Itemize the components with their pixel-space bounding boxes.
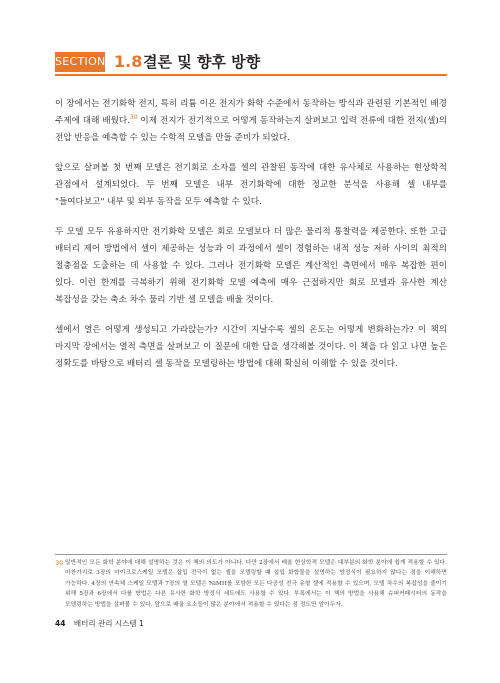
paragraph-1-after: 이제 전지가 전기적으로 어떻게 동작하는지 살펴보고 입력 전류에 대한 전지(셀)의 전압 반응을 예측할 수 있는 수학적 모델을 만들 준비가 되었다. xyxy=(55,116,447,143)
paragraph-4: 셀에서 열은 어떻게 생성되고 가라앉는가? 시간이 지날수록 셀의 온도는 어떻게 변화하는가? 이 책의 마지막 장에서는 열적 측면을 살펴보고 이 질문에 대한 답을 생각해볼 것이다. 이 책을 다 읽고 나면 높은 정확도를 바탕으로 배터리 셀 동작을 모델링하는 방법에 대해 확실히 이해할 수 있을 것이다. xyxy=(55,325,447,369)
footnote xyxy=(55,558,447,610)
footnote-text: 일반적인 모든 화학 분야에 대해 설명하는 것은 이 책의 의도가 아니다. 다만 2장에서 배울 현상학적 모델은 대부분의 화학 분야에 쉽게 적용할 수 있다. 마찬가지로 3장의 마이크로스케일 모델은 삽입 전극이 없는 셀을 모델링할 때 삽입 화합물을 설명하는 방정식이 필요하지 않다는 점을 이해하면 가능하다. 4장의 연속체 스케일 모델과 7장의 열 모델은 NiMH를 포함한 모든 다공성 전극 유형 셀에 적용할 수 있으며, 모델 차수의 복잡성을 줄이기 위해 5장과 6장에서 다룰 방법은 다른 유사한 화학 방정식 세트에도 사용할 수 있다. 부록에서는 이 책의 방법을 사용해 슈퍼커패시터의 동작을 모델링하는 방법을 살펴볼 수 있다. 앞으로 배울 요소들이 많은 분야에서 적용할 수 있다는 점 정도만 알아두자. xyxy=(65,560,447,608)
section-header xyxy=(55,50,447,76)
paragraph-2: 앞으로 살펴볼 첫 번째 모델은 전기회로 소자를 셀의 관찰된 동작에 대한 유사체로 사용하는 현상학적 관점에서 설계되었다. 두 번째 모델은 내부 전기화학에 대한 정교한 분석을 사용해 셀 내부를 "들여다보고" 내부 및 외부 동작을 모두 예측할 수 있다. xyxy=(55,163,447,207)
section-title: 결론 및 향후 방향 xyxy=(143,53,261,71)
paragraph-3: 두 모델 모두 유용하지만 전기화학 모델은 회로 모델보다 더 많은 물리적 통찰력을 제공한다. 또한 고급 배터리 제어 방법에서 셀이 제공하는 성능과 이 과정에서 셀이 경험하는 내적 성능 저하 사이의 최적의 절충점을 도출하는 데 사용할 수 있다. 그러나 전기화학 모델은 계산적인 측면에서 매우 복잡한 편이 있다. 이런 한계를 극복하기 위해 전기화학 모델 예측에 매우 근접하지만 회로 모델과 유사한 계산 복잡성을 갖는 축소 차수 물리 기반 셀 모델을 배울 것이다. xyxy=(55,227,447,305)
paragraph-1 xyxy=(55,96,447,147)
page-number: 44 xyxy=(55,619,66,628)
body-text xyxy=(55,96,447,386)
page-footer xyxy=(55,617,144,631)
book-title: 배터리 관리 시스템 1 xyxy=(73,619,144,628)
section-tag: SECTION xyxy=(55,52,105,72)
section-number: 1.8 xyxy=(114,52,143,71)
footnote-divider xyxy=(55,554,447,555)
paragraph-1-before: 이 장에서는 전기화학 전지, 특히 리튬 이온 전지가 화학 수준에서 동작하는 방식과 관련된 기본적인 배경 주제에 대해 배웠다. xyxy=(55,99,447,126)
footnote-reference[interactable]: 30 xyxy=(129,114,138,122)
footnote-mark: 30 xyxy=(55,559,64,567)
